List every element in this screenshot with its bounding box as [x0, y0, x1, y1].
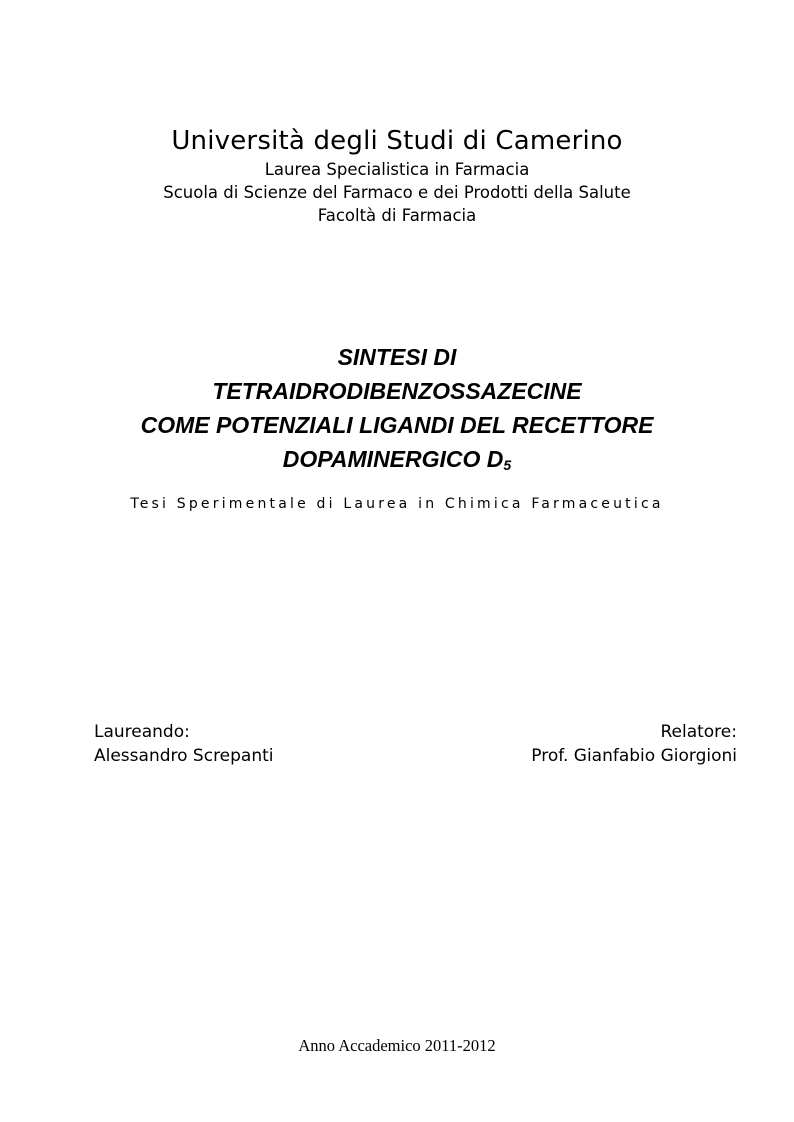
candidate-block [94, 720, 274, 768]
school-name: Scuola di Scienze del Farmaco e dei Prodotti della Salute [163, 183, 631, 202]
university-name: Università degli Studi di Camerino [171, 126, 623, 156]
title-line-4 [0, 442, 794, 476]
thesis-type: Tesi Sperimentale di Laurea in Chimica Farmaceutica [130, 496, 664, 512]
academic-year: Anno Accademico 2011-2012 [298, 1036, 496, 1055]
supervisor-name: Prof. Gianfabio Giorgioni [531, 746, 737, 766]
candidate-label: Laureando: [94, 722, 190, 742]
candidate-name: Alessandro Screpanti [94, 746, 274, 766]
title-line-4-text: DOPAMINERGICO D [282, 446, 504, 472]
supervisor-label: Relatore: [660, 722, 737, 742]
supervisor-block [531, 720, 737, 768]
title-line-3: COME POTENZIALI LIGANDI DEL RECETTORE [140, 412, 654, 438]
title-line-2: TETRAIDRODIBENZOSSAZECINE [212, 378, 582, 404]
faculty-name: Facoltà di Farmacia [317, 206, 477, 225]
degree-program: Laurea Specialistica in Farmacia [264, 160, 530, 179]
title-line-1: SINTESI DI [337, 344, 457, 370]
thesis-title [0, 340, 794, 476]
title-subscript: 5 [503, 457, 512, 473]
